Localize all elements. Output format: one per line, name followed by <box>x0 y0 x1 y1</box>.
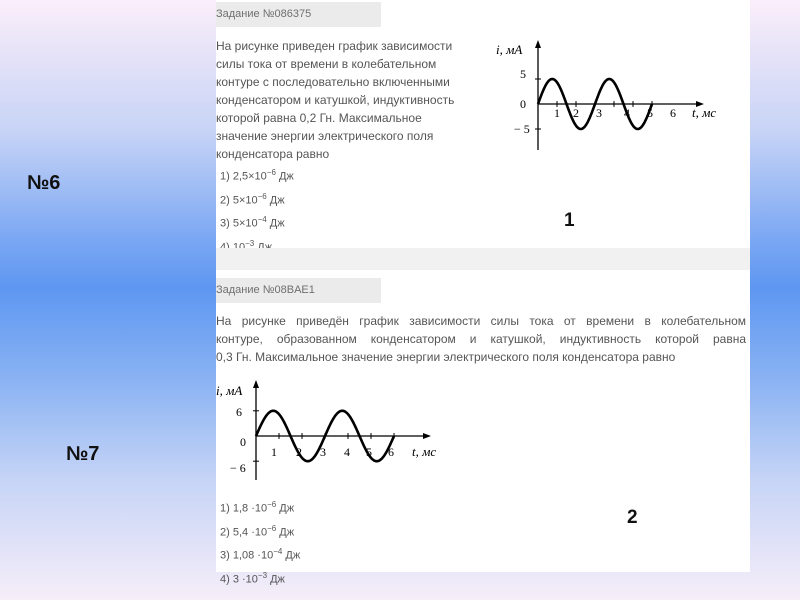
x-tick-label: 4 <box>624 106 630 120</box>
y-tick-label: 5 <box>520 67 526 81</box>
text-line: На рисунке приведен график зависимости <box>216 39 453 53</box>
x-tick-label: 1 <box>271 445 277 459</box>
y-axis-label: i, мА <box>496 42 523 57</box>
task-header-1: Задание №086375 <box>216 2 381 27</box>
answer-list-2 <box>220 495 300 590</box>
answer-list-1 <box>220 163 294 258</box>
y-axis-label: i, мА <box>216 383 243 398</box>
x-tick-label: 4 <box>344 445 350 459</box>
separator-strip <box>216 248 750 270</box>
current-time-graph-2 <box>216 376 456 506</box>
text-line: которой равна 0,2 Гн. Максимальное <box>216 111 422 125</box>
answer-option[interactable]: 1) $1,8 \cdot 10^{-6}$ Дж <box>220 500 295 515</box>
x-axis-arrow <box>423 433 431 439</box>
y-tick-label: 0 <box>520 97 526 111</box>
y-tick-label: 6 <box>236 405 242 419</box>
answer-option[interactable]: −3 <box>245 238 255 248</box>
x-axis-label: t, мс <box>412 444 437 459</box>
x-tick-label: 5 <box>647 106 653 120</box>
answer-option[interactable]: 3) $1,08 \cdot 10^{-4}$ Дж <box>220 547 301 562</box>
text-line: контуре с последовательно включенными <box>216 75 450 89</box>
y-tick-label: − 5 <box>514 122 530 136</box>
current-time-graph-1 <box>492 32 742 172</box>
answer-option[interactable]: 3) $5\times 10^{-4}$ Дж <box>220 215 285 230</box>
y-axis-arrow <box>535 40 541 48</box>
task-header-2: Задание №08BAE1 <box>216 278 381 303</box>
y-tick-label: 0 <box>240 435 246 449</box>
x-tick-label: 3 <box>320 445 326 459</box>
slide-number-2: 2 <box>627 507 638 528</box>
text-line: На рисунке приведён график зависимости силы тока от времени в колебательном <box>216 314 746 328</box>
slide-number-1: 1 <box>564 210 575 231</box>
x-axis-label: t, мс <box>692 105 717 120</box>
task-card-2 <box>216 270 750 586</box>
text-line: 0,3 Гн. Максимальное значение энергии электрического поля конденсатора равно <box>216 350 676 364</box>
task-text-1 <box>216 37 486 163</box>
x-tick-label: 6 <box>388 445 394 459</box>
text-line: силы тока от времени в колебательном <box>216 57 437 71</box>
x-tick-label: 3 <box>596 106 602 120</box>
text-line: конденсатора равно <box>216 147 330 161</box>
text-line: значение энергии электрического поля <box>216 129 434 143</box>
text-line: конденсатором и катушкой, индуктивность <box>216 93 455 107</box>
answer-option[interactable]: 1) $2,5\times 10^{-6}$ Дж <box>220 168 294 183</box>
text-line: контуре, образованном конденсатором и катушкой, индуктивность которой равна <box>216 332 746 346</box>
x-tick-label: 1 <box>554 106 560 120</box>
y-axis-arrow <box>253 380 259 388</box>
y-tick-label: − 6 <box>230 461 246 475</box>
slide-label-7: №7 <box>66 443 100 465</box>
task-card-1 <box>216 0 750 248</box>
x-tick-label: 2 <box>573 106 579 120</box>
x-tick-label: 2 <box>296 445 302 459</box>
answer-option[interactable]: 2) $5\times 10^{-6}$ Дж <box>220 191 285 207</box>
answer-option[interactable]: 2) $5,4 \cdot 10^{-6}$ Дж <box>220 523 295 539</box>
slide-label-6: №6 <box>27 172 61 194</box>
task-text-2 <box>216 312 746 366</box>
answer-option[interactable]: 4) $3 \cdot 10^{-3}$ Дж <box>220 570 285 586</box>
x-tick-label: 6 <box>670 106 676 120</box>
x-tick-label: 5 <box>366 445 372 459</box>
